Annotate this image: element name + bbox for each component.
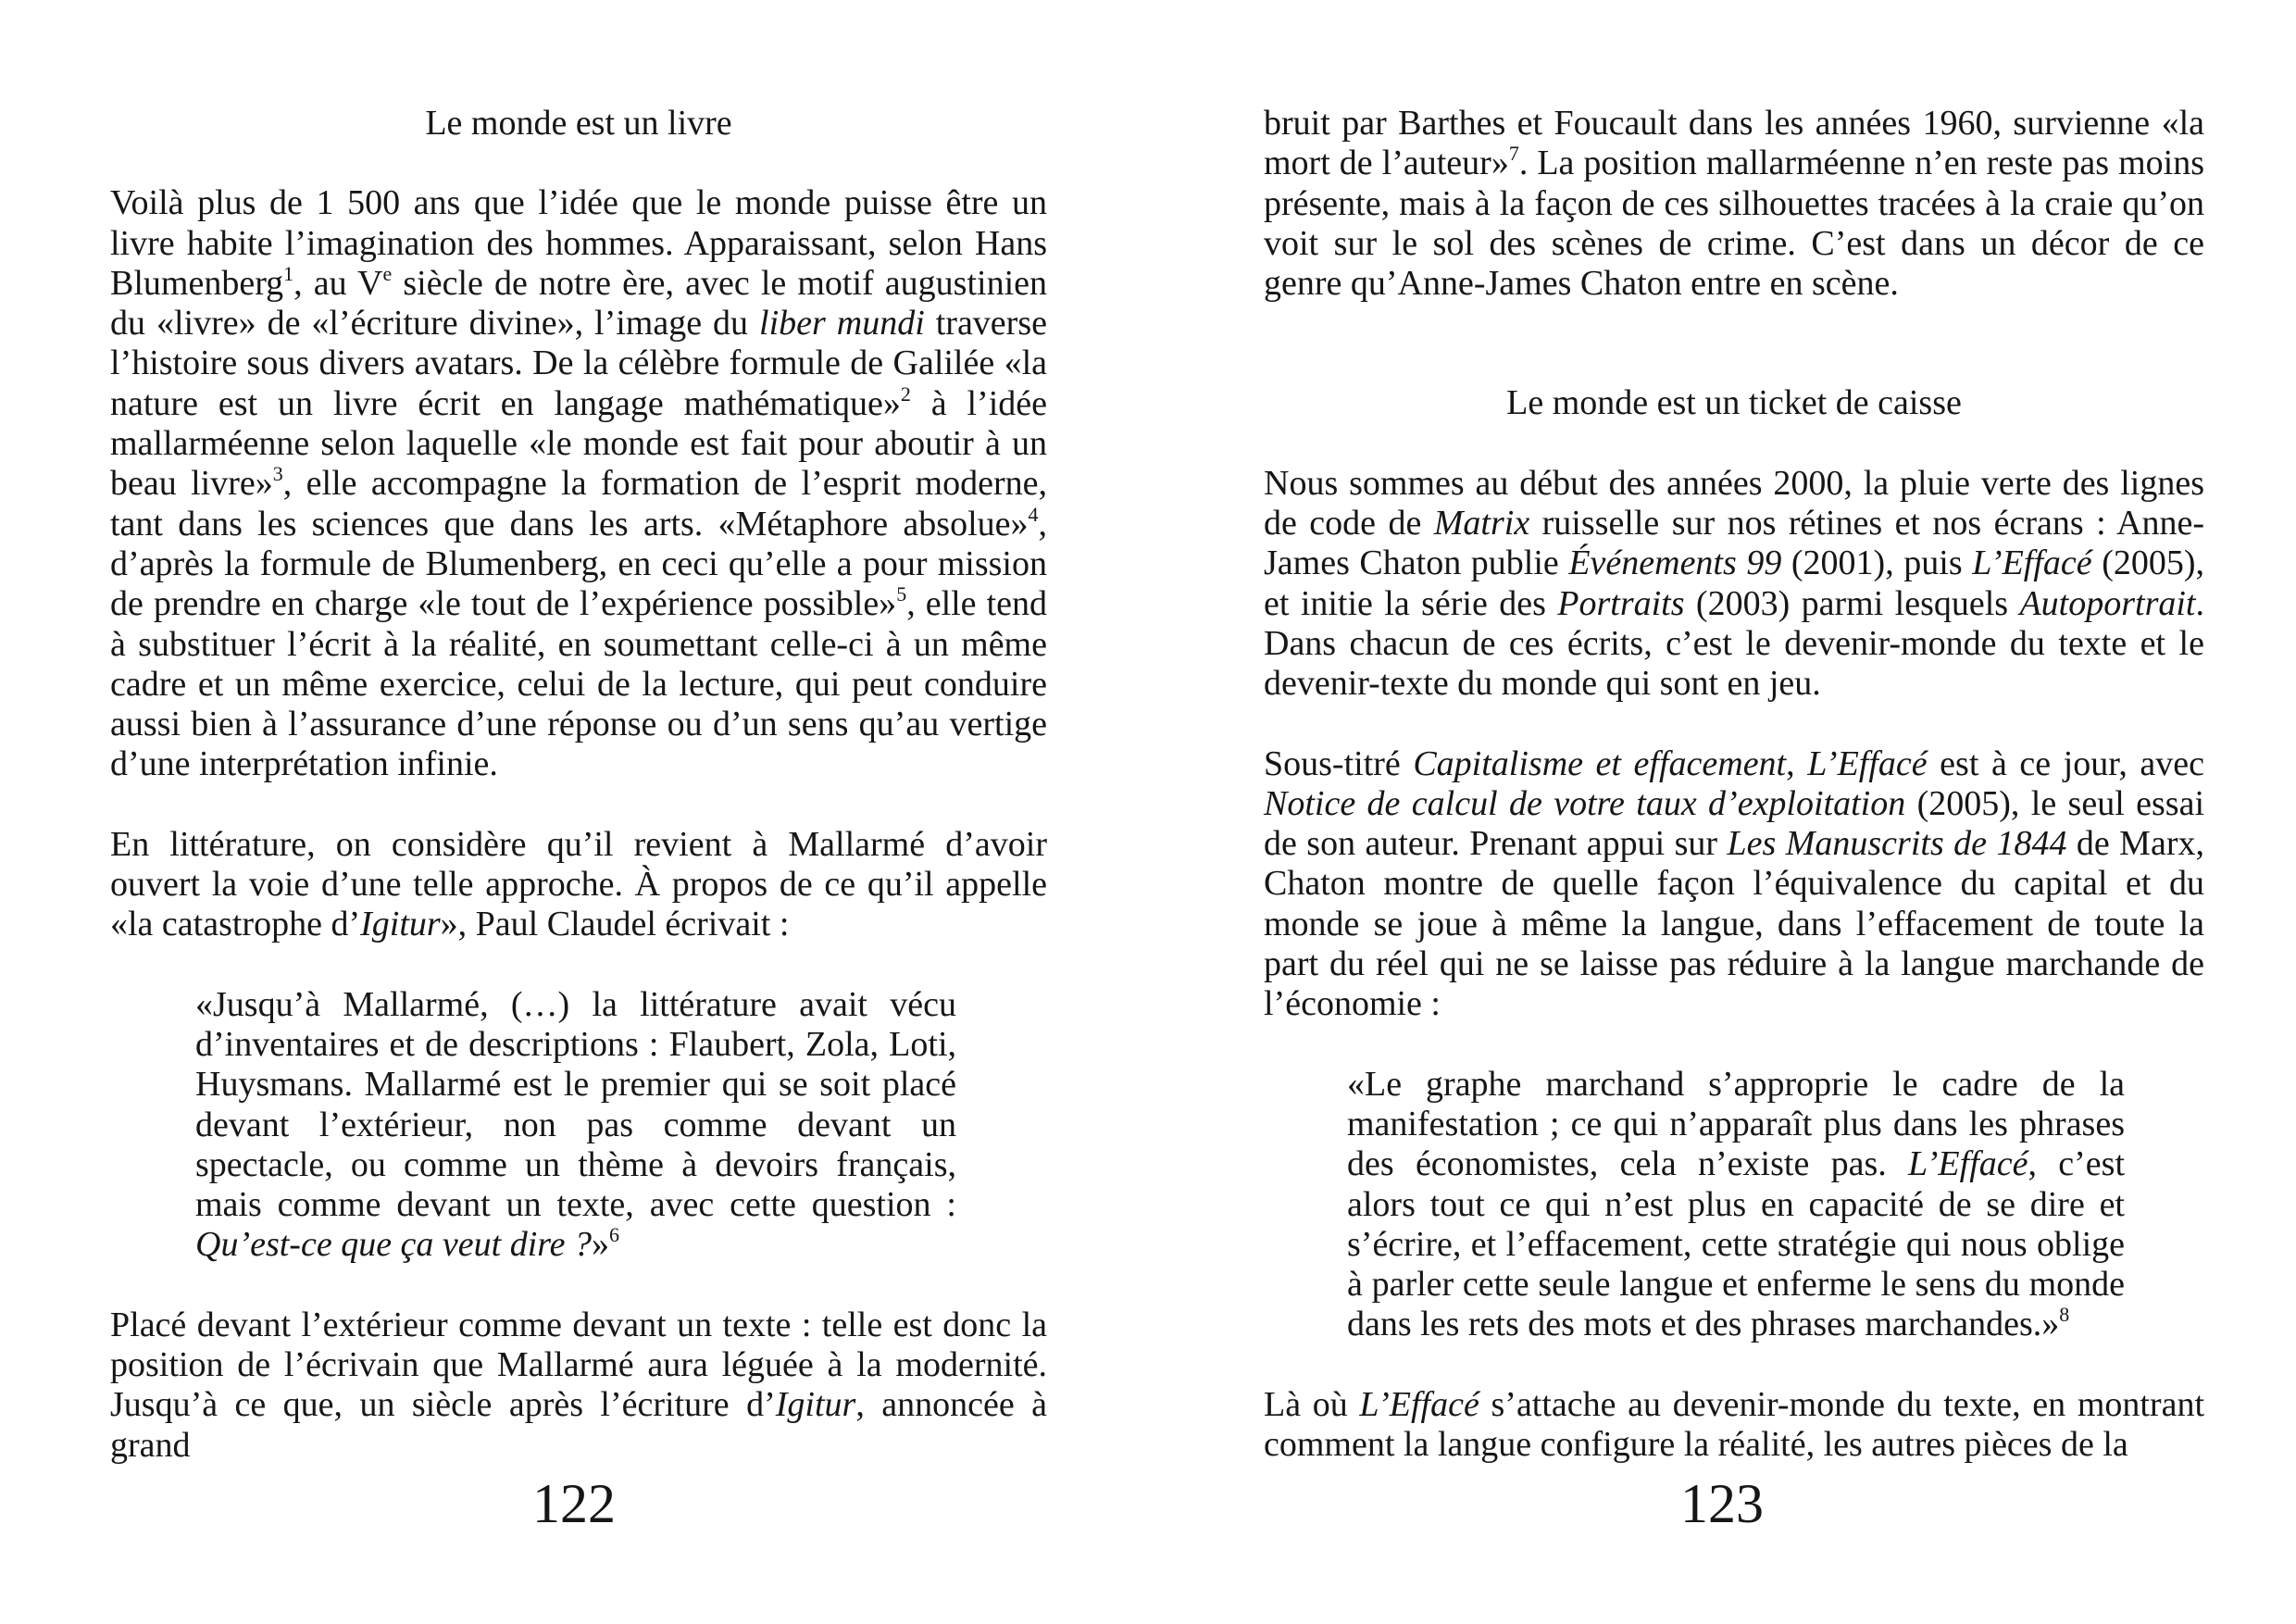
paragraph: [110, 183, 1047, 784]
text-run: siècle de notre ère, avec le motif augustinien du «livre» de «l’écriture divine», l’image du: [110, 263, 1047, 344]
text-run: ruisselle sur nos rétines et nos écrans : Anne-James Chaton publie: [1264, 504, 2204, 583]
paragraph: [110, 825, 1047, 945]
text-run: (2005), et initie la série des: [1264, 543, 2204, 623]
section-heading: Le monde est un ticket de caisse: [1506, 383, 1962, 423]
italic-run: Les Manuscrits de 1844: [1727, 824, 2067, 864]
footnote-ref[interactable]: 5: [896, 582, 907, 606]
footnote-ref[interactable]: 6: [609, 1223, 620, 1247]
italic-run: liber mundi: [759, 304, 925, 344]
text-run: Voilà plus de 1 500 ans que l’idée que le monde puisse être un livre habite l’imagination des hommes. Apparaissant, selon Hans Blumenberg: [110, 183, 1047, 303]
text-run: (2001), puis: [1781, 543, 1973, 583]
text-run: Nous sommes au début des années 2000, la pluie verte des lignes de code de: [1264, 463, 2204, 543]
footnote-ref[interactable]: 2: [900, 381, 911, 406]
paragraph: [110, 1305, 1047, 1466]
text-run: (2003) parmi lesquels: [1684, 583, 2020, 623]
footnote-ref[interactable]: 8: [2059, 1303, 2070, 1327]
paragraph: [1264, 744, 2204, 1025]
italic-run: L’Effacé: [1972, 543, 2092, 583]
text-run: est à ce jour, avec: [1927, 743, 2204, 783]
text-run: Placé devant l’extérieur comme devant un texte : telle est donc la position de l’écrivain que Mallarmé aura léguée à la modernité. Jusqu’à ce que, un siècle après l’écriture d’: [110, 1305, 1047, 1425]
text-run: (2005), le seul essai de son auteur. Prenant appui sur: [1264, 783, 2205, 864]
text-run: bruit par Barthes et Foucault dans les années 1960, survienne «la mort de l’auteur»: [1264, 104, 2204, 183]
text-run: à l’idée mallarméenne selon laquelle «le monde est fait pour aboutir à un beau livre»: [110, 383, 1047, 504]
section-heading: Le monde est un livre: [425, 104, 732, 143]
footnote-ref[interactable]: 7: [1508, 142, 1519, 166]
block-quote: [195, 985, 956, 1266]
text-run: . La position mallarméenne n’en reste pas moins présente, mais à la façon de ces silhouettes tracées à la craie qu’on voit sur le sol des scènes de crime. C’est dans un décor de ce genre qu’Anne-James Chaton entre en scène.: [1264, 144, 2204, 304]
italic-run: L’Effacé: [1359, 1384, 1479, 1424]
ordinal-suffix: e: [382, 261, 393, 285]
text-run: «Le graphe marchand s’approprie le cadre de la manifestation ; ce qui n’apparaît plus dans les phrases des économistes, cela n’existe pas.: [1347, 1064, 2125, 1184]
footnote-ref[interactable]: 4: [1028, 502, 1039, 526]
page-number: 123: [1680, 1473, 1764, 1534]
text-run: «Jusqu’à Mallarmé, (…) la littérature avait vécu d’inventaires et de descriptions : Flaubert, Zola, Loti, Huysmans. Mallarmé est le premier qui se soit placé devant l’extérieur, non pas comme devant un spectacle, ou comme un thème à devoirs français, mais comme devant un texte, avec cette question :: [195, 984, 956, 1225]
italic-run: L’Effacé: [1807, 743, 1928, 783]
italic-run: Igitur: [775, 1385, 856, 1425]
italic-run: Notice de calcul de votre taux d’exploitation: [1264, 783, 1906, 823]
text-run: . Dans chacun de ces écrits, c’est le devenir-monde du texte et le devenir-texte du monde qui sont en jeu.: [1264, 583, 2204, 704]
text-run: s’attache au devenir-monde du texte, en montrant comment la langue configure la réalité, les autres pièces de la: [1264, 1384, 2205, 1465]
text-run: traverse l’histoire sous divers avatars. De la célèbre formule de Galilée «la nature est un livre écrit en langage mathématique»: [110, 304, 1047, 423]
page-number: 122: [532, 1473, 616, 1534]
text-run: Sous-titré: [1264, 743, 1414, 783]
paragraph: [1264, 464, 2204, 705]
text-run: , elle tend à substituer l’écrit à la réalité, en soumettant celle-ci à un même cadre et un même exercice, celui de la lecture, qui peut conduire aussi bien à l’assurance d’une réponse ou d’un sens qu’au vertige d’une interprétation infinie.: [110, 584, 1047, 784]
italic-run: Autoportrait: [2019, 583, 2196, 623]
text-run: », Paul Claudel écrivait :: [440, 905, 790, 944]
footnote-ref[interactable]: 1: [283, 261, 294, 285]
italic-run: Igitur: [360, 905, 441, 944]
italic-run: Portraits: [1557, 583, 1685, 623]
text-run: Là où: [1264, 1384, 1360, 1424]
italic-run: Matrix: [1433, 504, 1530, 543]
text-run: , au V: [293, 263, 383, 303]
block-quote: [1347, 1065, 2125, 1345]
right-page: [1148, 0, 2296, 1624]
text-run: , c’est alors tout ce qui n’est plus en capacité de se dire et s’écrire, et l’effacement, cette stratégie qui nous oblige à parler cette seule langue et enferme le sens du monde dans les rets des mots et des phrases marchandes.»: [1347, 1144, 2126, 1344]
italic-run: Qu’est-ce que ça veut dire ?: [195, 1225, 593, 1265]
right-text-block: [1264, 104, 2204, 1465]
italic-run: Capitalisme et effacement: [1413, 743, 1787, 783]
paragraph: [1264, 1385, 2204, 1466]
text-run: ,: [1786, 743, 1808, 783]
text-run: de Marx, Chaton montre de quelle façon l’équivalence du capital et du monde se joue à même la langue, dans l’effacement de toute la part du réel qui ne se laisse pas réduire à la langue marchande de l’économie :: [1264, 824, 2204, 1024]
left-text-block: [110, 104, 1047, 1466]
text-run: , d’après la formule de Blumenberg, en ceci qu’elle a pour mission de prendre en charge «le tout de l’expérience possible»: [110, 504, 1047, 624]
text-run: »: [592, 1225, 610, 1265]
footnote-ref[interactable]: 3: [272, 462, 283, 486]
text-run: En littérature, on considère qu’il revient à Mallarmé d’avoir ouvert la voie d’une telle approche. À propos de ce qu’il appelle «la catastrophe d’: [110, 824, 1047, 944]
paragraph: [1264, 104, 2204, 304]
text-run: , elle accompagne la formation de l’esprit moderne, tant dans les sciences que dans les arts. «Métaphore absolue»: [110, 464, 1047, 543]
italic-run: L’Effacé: [1908, 1144, 2028, 1184]
italic-run: Événements 99: [1568, 543, 1782, 583]
text-run: , annoncée à grand: [110, 1385, 1047, 1465]
